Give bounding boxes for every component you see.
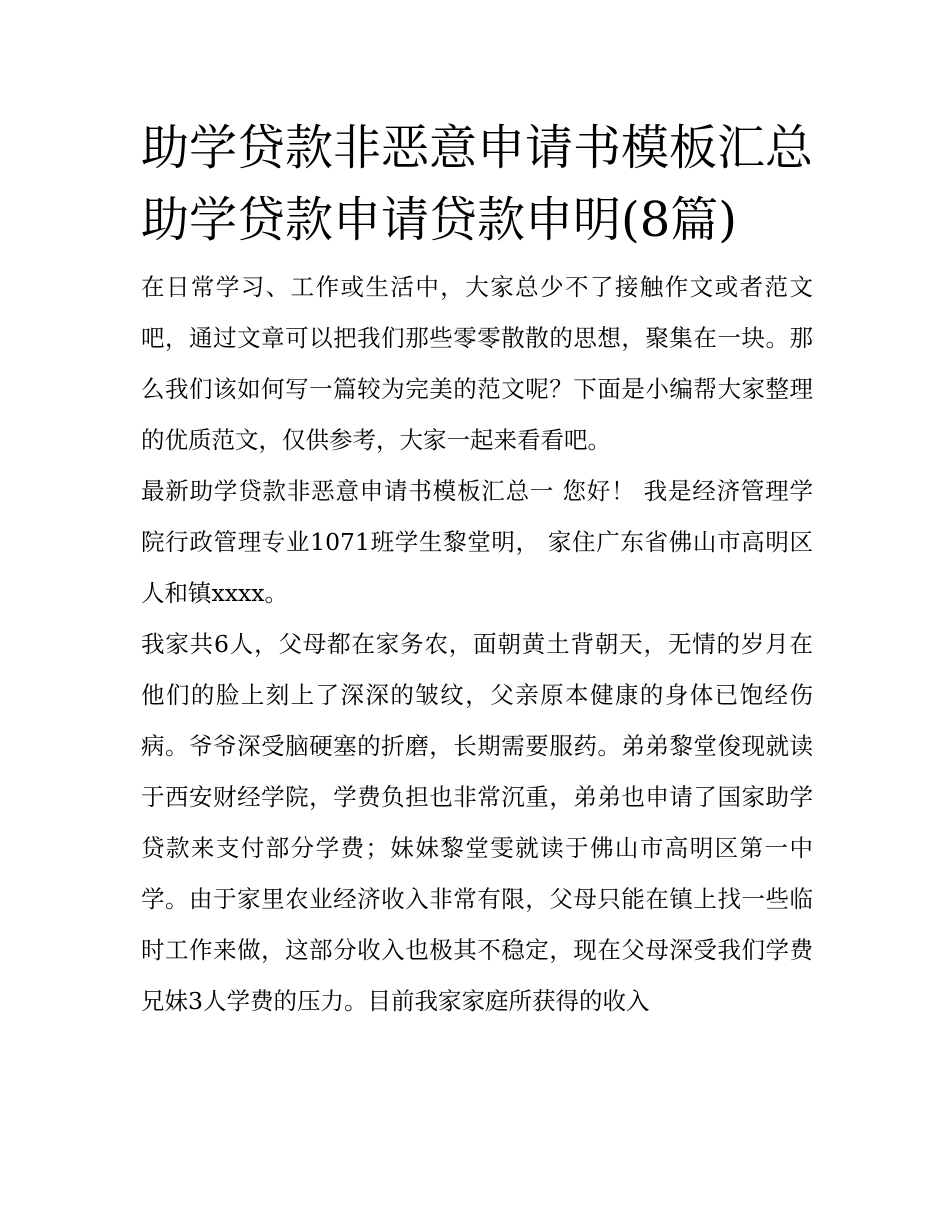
- document-body: [141, 112, 813, 1027]
- family-paragraph: 我家共6人，父母都在家务农，面朝黄土背朝天，无情的岁月在他们的脸上刻上了深深的皱纹，父亲原本健康的身体已饱经伤病。爷爷深受脑硬塞的折磨，长期需要服药。弟弟黎堂俊现就读于西安财经学院，学费负担也非常沉重，弟弟也申请了国家助学贷款来支付部分学费；妹妹黎堂雯就读于佛山市高明区第一中学。由于家里农业经济收入非常有限，父母只能在镇上找一些临时工作来做，这部分收入也极其不稳定，现在父母深受我们学费兄妹3人学费的压力。目前我家家庭所获得的收入: [141, 630, 813, 1015]
- greeting-paragraph: 最新助学贷款非恶意申请书模板汇总一 您好！ 我是经济管理学院行政管理专业1071班学生黎堂明， 家住广东省佛山市高明区人和镇xxxx。: [141, 477, 813, 607]
- document-title: 助学贷款非恶意申请书模板汇总 助学贷款申请贷款申明(8篇): [141, 120, 814, 248]
- intro-paragraph: 在日常学习、工作或生活中，大家总少不了接触作文或者范文吧，通过文章可以把我们那些零零散散的思想，聚集在一块。那么我们该如何写一篇较为完美的范文呢？下面是小编帮大家整理的优质范文，仅供参考，大家一起来看看吧。: [141, 273, 813, 454]
